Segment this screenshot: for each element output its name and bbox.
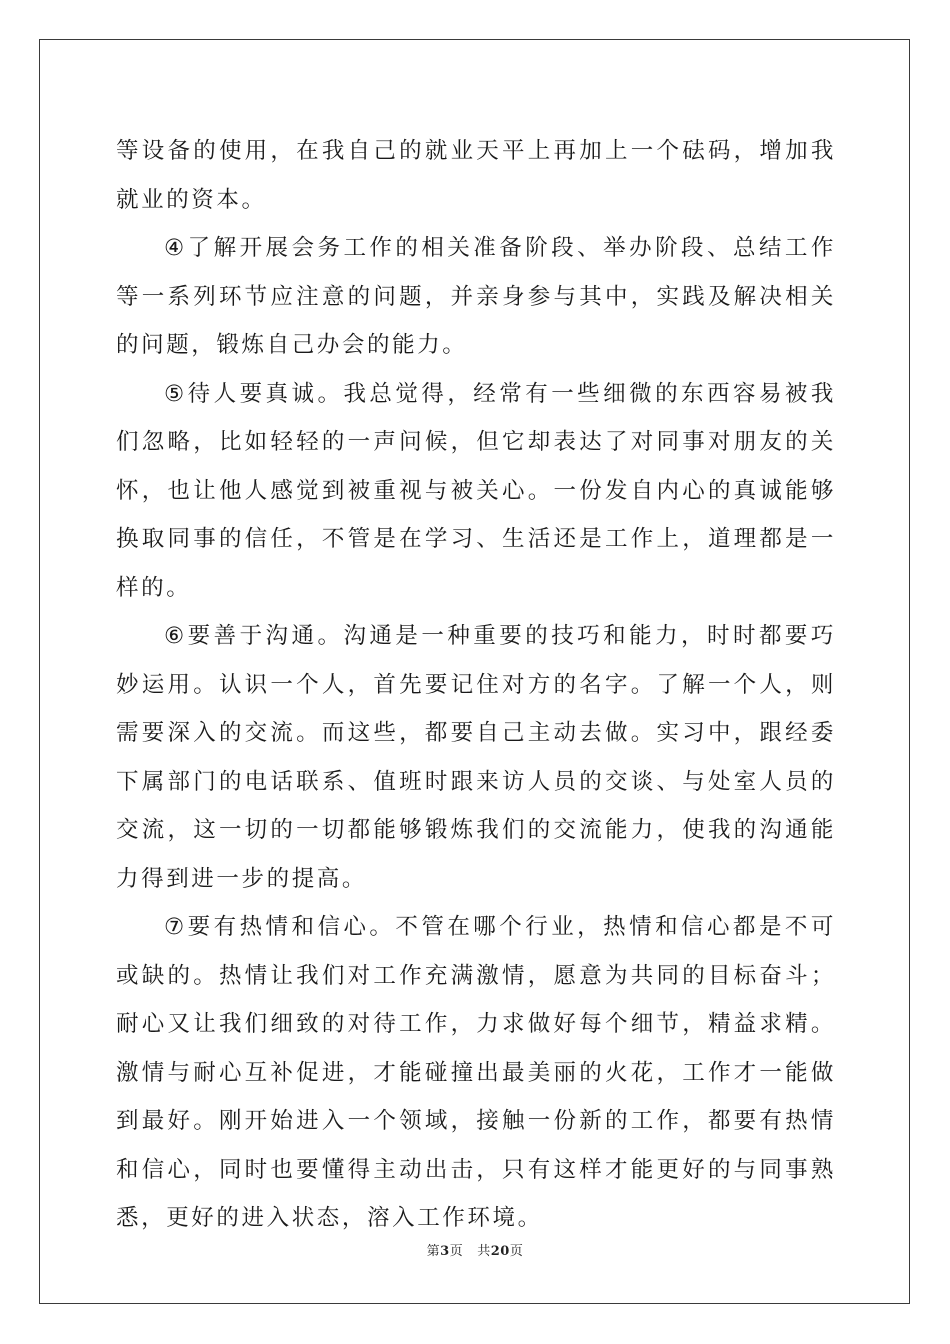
total-pages: 20: [490, 1244, 510, 1259]
paragraph: ⑤待人要真诚。我总觉得，经常有一些细微的东西容易被我们忽略，比如轻轻的一声问候，但它却表达了对同事对朋友的关怀，也让他人感觉到被重视与被关心。一份发自内心的真诚能够换取同事的信任，不管是在学习、生活还是工作上，道理都是一样的。: [116, 380, 836, 601]
document-body: [116, 127, 836, 1243]
paragraph: 等设备的使用，在我自己的就业天平上再加上一个砝码，增加我就业的资本。: [116, 138, 836, 213]
total-suffix: 页: [509, 1244, 524, 1259]
page-number: 3: [440, 1244, 450, 1259]
page-prefix: 第: [426, 1244, 441, 1259]
paragraph: ④了解开展会务工作的相关准备阶段、举办阶段、总结工作等一系列环节应注意的问题，并亲身参与其中，实践及解决相关的问题，锻炼自己办会的能力。: [116, 235, 836, 358]
total-prefix: 共: [477, 1244, 491, 1259]
paragraph: ⑦要有热情和信心。不管在哪个行业，热情和信心都是不可或缺的。热情让我们对工作充满激情，愿意为共同的目标奋斗；耐心又让我们细致的对待工作，力求做好每个细节，精益求精。激情与耐心互补促进，才能碰撞出最美丽的火花，工作才一能做到最好。刚开始进入一个领域，接触一份新的工作，都要有热情和信心，同时也要懂得主动出击，只有这样才能更好的与同事熟悉，更好的进入状态，溶入工作环境。: [116, 914, 836, 1231]
page-footer: [0, 1240, 950, 1259]
paragraph: ⑥要善于沟通。沟通是一种重要的技巧和能力，时时都要巧妙运用。认识一个人，首先要记住对方的名字。了解一个人，则需要深入的交流。而这些，都要自己主动去做。实习中，跟经委下属部门的电话联系、值班时跟来访人员的交谈、与处室人员的交流，这一切的一切都能够锻炼我们的交流能力，使我的沟通能力得到进一步的提高。: [116, 623, 836, 892]
page-suffix: 页: [449, 1244, 464, 1259]
